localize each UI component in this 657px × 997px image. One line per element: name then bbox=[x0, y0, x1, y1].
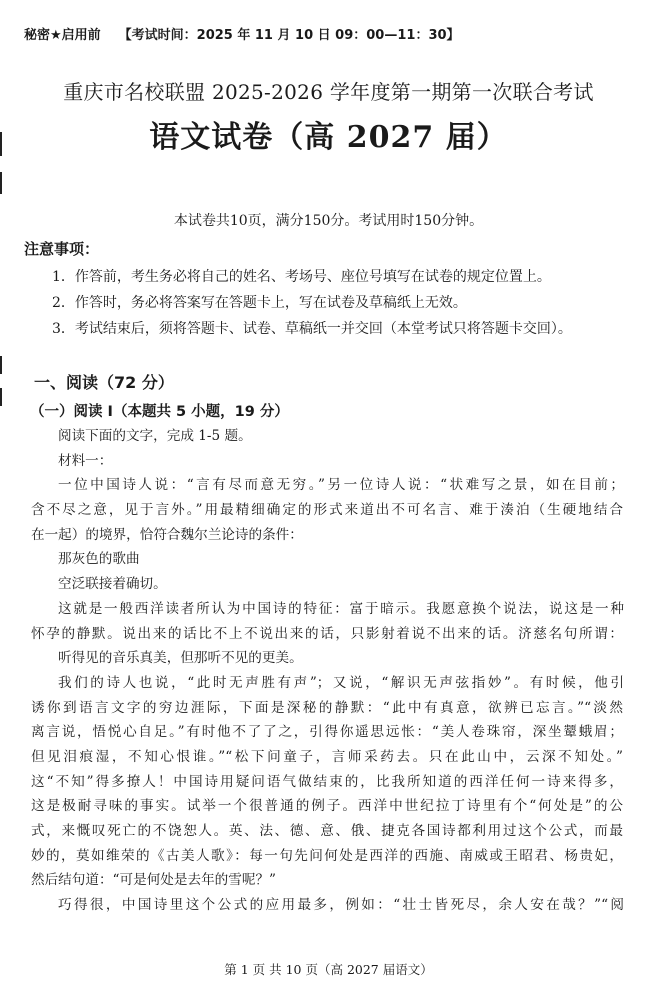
notice-item: 1．作答前，考生务必将自己的姓名、考场号、座位号填写在试卷的规定位置上。 bbox=[52, 269, 551, 285]
paper-intro: 本试卷共10页，满分150分。考试用时150分钟。 bbox=[173, 213, 484, 229]
passage-line: 听得见的音乐真美，但那听不见的更美。 bbox=[58, 650, 303, 666]
exam-time: 【考试时间：2025 年 11 月 10 日 09：00—11：30】 bbox=[118, 28, 460, 43]
passage-line: 一位中国诗人说：“言有尽而意无穷。”另一位诗人说：“状难写之景，如在目前； bbox=[58, 477, 624, 493]
passage-line: 这“不知”得多撩人！中国诗用疑问语气做结束的，比我所知道的西洋任何一诗来得多， bbox=[31, 774, 623, 790]
notice-title: 注意事项： bbox=[24, 240, 100, 258]
section-title: 一、阅读（72 分） bbox=[34, 373, 174, 392]
passage-line: 诱你到语言文字的穷边涯际，下面是深秘的静默：“此中有真意，欲辨已忘言。”“淡然 bbox=[31, 700, 623, 716]
passage-line: 阅读下面的文字，完成 1-5 题。 bbox=[58, 428, 252, 444]
passage-line: 巧得很，中国诗里这个公式的应用最多，例如：“壮士皆死尽，余人安在哉？”“阅 bbox=[58, 897, 624, 913]
binding-mark bbox=[0, 356, 2, 374]
paper-title: 语文试卷（高 2027 届） bbox=[149, 120, 508, 155]
notice-item: 2．作答时，务必将答案写在答题卡上，写在试卷及草稿纸上无效。 bbox=[52, 295, 467, 311]
exam-title: 重庆市名校联盟 2025-2026 学年度第一期第一次联合考试 bbox=[63, 80, 594, 104]
passage-line: 然后结句道：“可是何处是去年的雪呢？” bbox=[31, 872, 276, 888]
passage-line: 但见泪痕湿，不知心恨谁。”“松下问童子，言师采药去。只在此山中，云深不知处。” bbox=[31, 749, 623, 765]
passage-line: 这就是一般西洋读者所认为中国诗的特征：富于暗示。我愿意换个说法，说这是一种 bbox=[58, 601, 624, 617]
header-line bbox=[24, 24, 460, 43]
passage-line: 我们的诗人也说，“此时无声胜有声”；又说，“解识无声弦指妙”。有时候，他引 bbox=[58, 675, 624, 691]
passage-line: 这是极耐寻味的事实。试举一个很普通的例子。西洋中世纪拉丁诗里有个“何处是”的公 bbox=[31, 798, 623, 814]
passage-line: 含不尽之意，见于言外。”用最精细确定的形式来道出不可名言、难于湊泊（生硬地结合 bbox=[31, 502, 623, 518]
passage-line: 妙的，莫如维荣的《古美人歌》：每一句先问何处是西洋的西施、南威或王昭君、杨贵妃， bbox=[31, 848, 623, 864]
passage-line: 那灰色的歌曲 bbox=[58, 551, 140, 567]
passage-line: 空泛联接着确切。 bbox=[58, 576, 167, 592]
binding-mark bbox=[0, 388, 2, 406]
passage-line: 怀孕的静默。说出来的话比不上不说出来的话，只影射着说不出来的话。济慈名句所谓： bbox=[31, 626, 623, 642]
passage-line: 材料一： bbox=[58, 453, 113, 469]
page-footer: 第 1 页 共 10 页（高 2027 届语文） bbox=[224, 962, 433, 977]
passage-line: 离言说，悟悦心自足。”有时他不了了之，引得你遥思远怅：“美人卷珠帘，深坐颦蛾眉； bbox=[31, 724, 623, 740]
confidential-label: 秘密★启用前 bbox=[24, 28, 101, 43]
passage-line: 在一起）的境界，恰符合魏尔兰论诗的条件： bbox=[31, 527, 303, 543]
notice-item: 3．考试结束后，须将答题卡、试卷、草稿纸一并交回（本堂考试只将答题卡交回）。 bbox=[52, 321, 572, 337]
subsection-title: （一）阅读 I（本题共 5 小题，19 分） bbox=[30, 404, 289, 420]
binding-mark bbox=[0, 172, 2, 194]
passage-line: 式，来慨叹死亡的不饶恕人。英、法、德、意、俄、捷克各国诗都利用过这个公式，而最 bbox=[31, 823, 623, 839]
